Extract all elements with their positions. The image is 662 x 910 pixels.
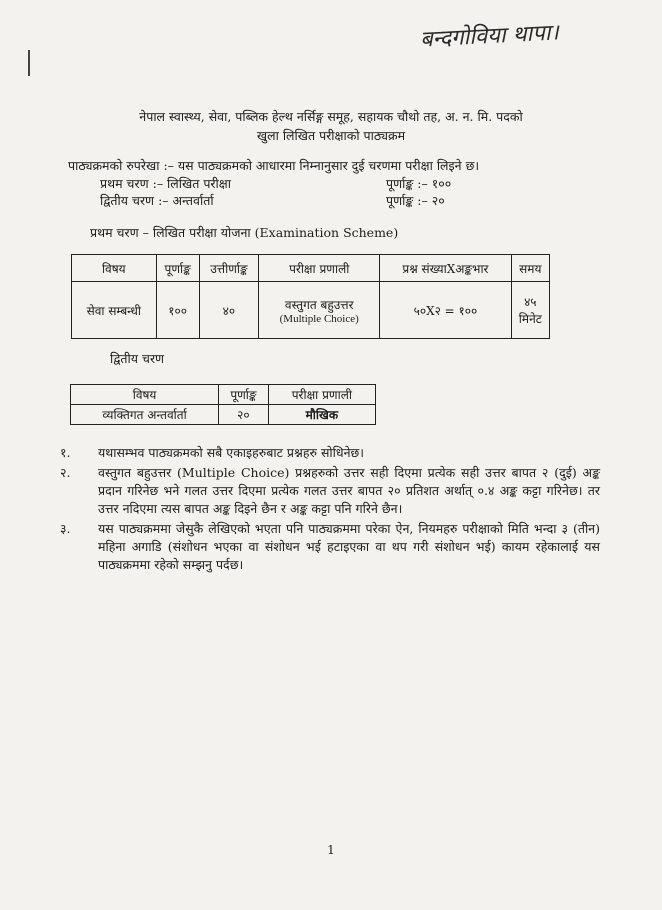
header-full-marks: पूर्णाङ्क (156, 255, 199, 282)
document-title: नेपाल स्वास्थ्य, सेवा, पब्लिक हेल्थ नर्सिङ्ग समूह, सहायक चौथो तह, अ. न. मि. पदको (139, 109, 523, 124)
exam-scheme-table (71, 254, 550, 339)
note-text: यस पाठ्यक्रममा जेसुकै लेखिएको भएता पनि पाठ्यक्रममा परेका ऐन, नियमहरु परीक्षाको मिति भन्दा ३ (तीन) महिना अगाडि (संशोधन भएका वा संशोधन भई हटाइएका वा थप गरी संशोधन भई) कायम रहेकालाई यस पाठ्यक्रममा रहेको सम्झनु पर्दछ। (98, 521, 600, 572)
time-value: ४५ (524, 295, 537, 309)
header-subject: विषय (72, 255, 157, 282)
list-item (60, 444, 600, 462)
stage2-label: द्वितीय चरण :– अन्तर्वार्ता (100, 193, 214, 208)
list-item (60, 520, 600, 574)
header-questions: प्रश्न संख्याXअङ्कभार (380, 255, 511, 282)
handwritten-note: बन्दगोविया थापा। (419, 20, 560, 53)
header-pass-marks: उत्तीर्णाङ्क (199, 255, 259, 282)
exam-system-en: (Multiple Choice) (279, 312, 359, 325)
table-header-row (71, 385, 376, 405)
interview-table (70, 384, 376, 425)
exam-system-np: वस्तुगत बहुउत्तर (284, 297, 354, 312)
stage2-full-marks: पूर्णाङ्क :– २० (386, 193, 445, 208)
cell-exam-system: मौखिक (268, 405, 375, 425)
note-number: २. (60, 465, 71, 480)
exam-scheme-title: प्रथम चरण – लिखित परीक्षा योजना (Examination Scheme) (90, 225, 399, 240)
note-text: यथासम्भव पाठ्यक्रमको सबै एकाइहरुबाट प्रश्नहरु सोधिनेछ। (98, 445, 365, 460)
stage1-label: प्रथम चरण :– लिखित परीक्षा (100, 176, 231, 191)
note-number: १. (60, 445, 71, 460)
margin-mark (28, 50, 30, 76)
cell-full-marks: २० (219, 405, 269, 425)
cell-time (511, 282, 549, 339)
header-exam-system: परीक्षा प्रणाली (259, 255, 380, 282)
header-time: समय (511, 255, 549, 282)
table-header-row (72, 255, 550, 282)
cell-questions: ५०X२ = १०० (380, 282, 511, 339)
syllabus-outline: पाठ्यक्रमको रुपरेखा :– यस पाठ्यक्रमको आधारमा निम्नानुसार दुई चरणमा परीक्षा लिइने छ। (68, 158, 480, 173)
note-text: वस्तुगत बहुउत्तर (Multiple Choice) प्रश्नहरुको उत्तर सही दिएमा प्रत्येक सही उत्तर बापत २ (दुई) अङ्क प्रदान गरिनेछ भने गलत उत्तर दिएमा प्रत्येक गलत उत्तर बापत २० प्रतिशत अर्थात् ०.४ अङ्क कट्टा गरिनेछ। तर उत्तर नदिएमा त्यस बापत अङ्क दिइने छैन र अङ्क कट्टा पनि गरिने छैन। (98, 465, 600, 516)
cell-full-marks: १०० (156, 282, 199, 339)
notes-list (60, 444, 600, 576)
cell-exam-system (259, 282, 380, 339)
note-number: ३. (60, 521, 71, 536)
cell-subject: सेवा सम्बन्धी (72, 282, 157, 339)
table-row (71, 405, 376, 425)
cell-pass-marks: ४० (199, 282, 259, 339)
table-row (72, 282, 550, 339)
header-exam-system: परीक्षा प्रणाली (268, 385, 375, 405)
time-unit: मिनेट (518, 312, 542, 326)
header-subject: विषय (71, 385, 219, 405)
cell-subject: व्यक्तिगत अन्तर्वार्ता (71, 405, 219, 425)
header-full-marks: पूर्णाङ्क (219, 385, 269, 405)
stage2-heading: द्वितीय चरण (110, 351, 165, 366)
list-item (60, 464, 600, 518)
stage1-full-marks: पूर्णाङ्क :– १०० (386, 176, 452, 191)
page-number: 1 (327, 843, 335, 857)
document-subtitle: खुला लिखित परीक्षाको पाठ्यक्रम (256, 128, 406, 143)
